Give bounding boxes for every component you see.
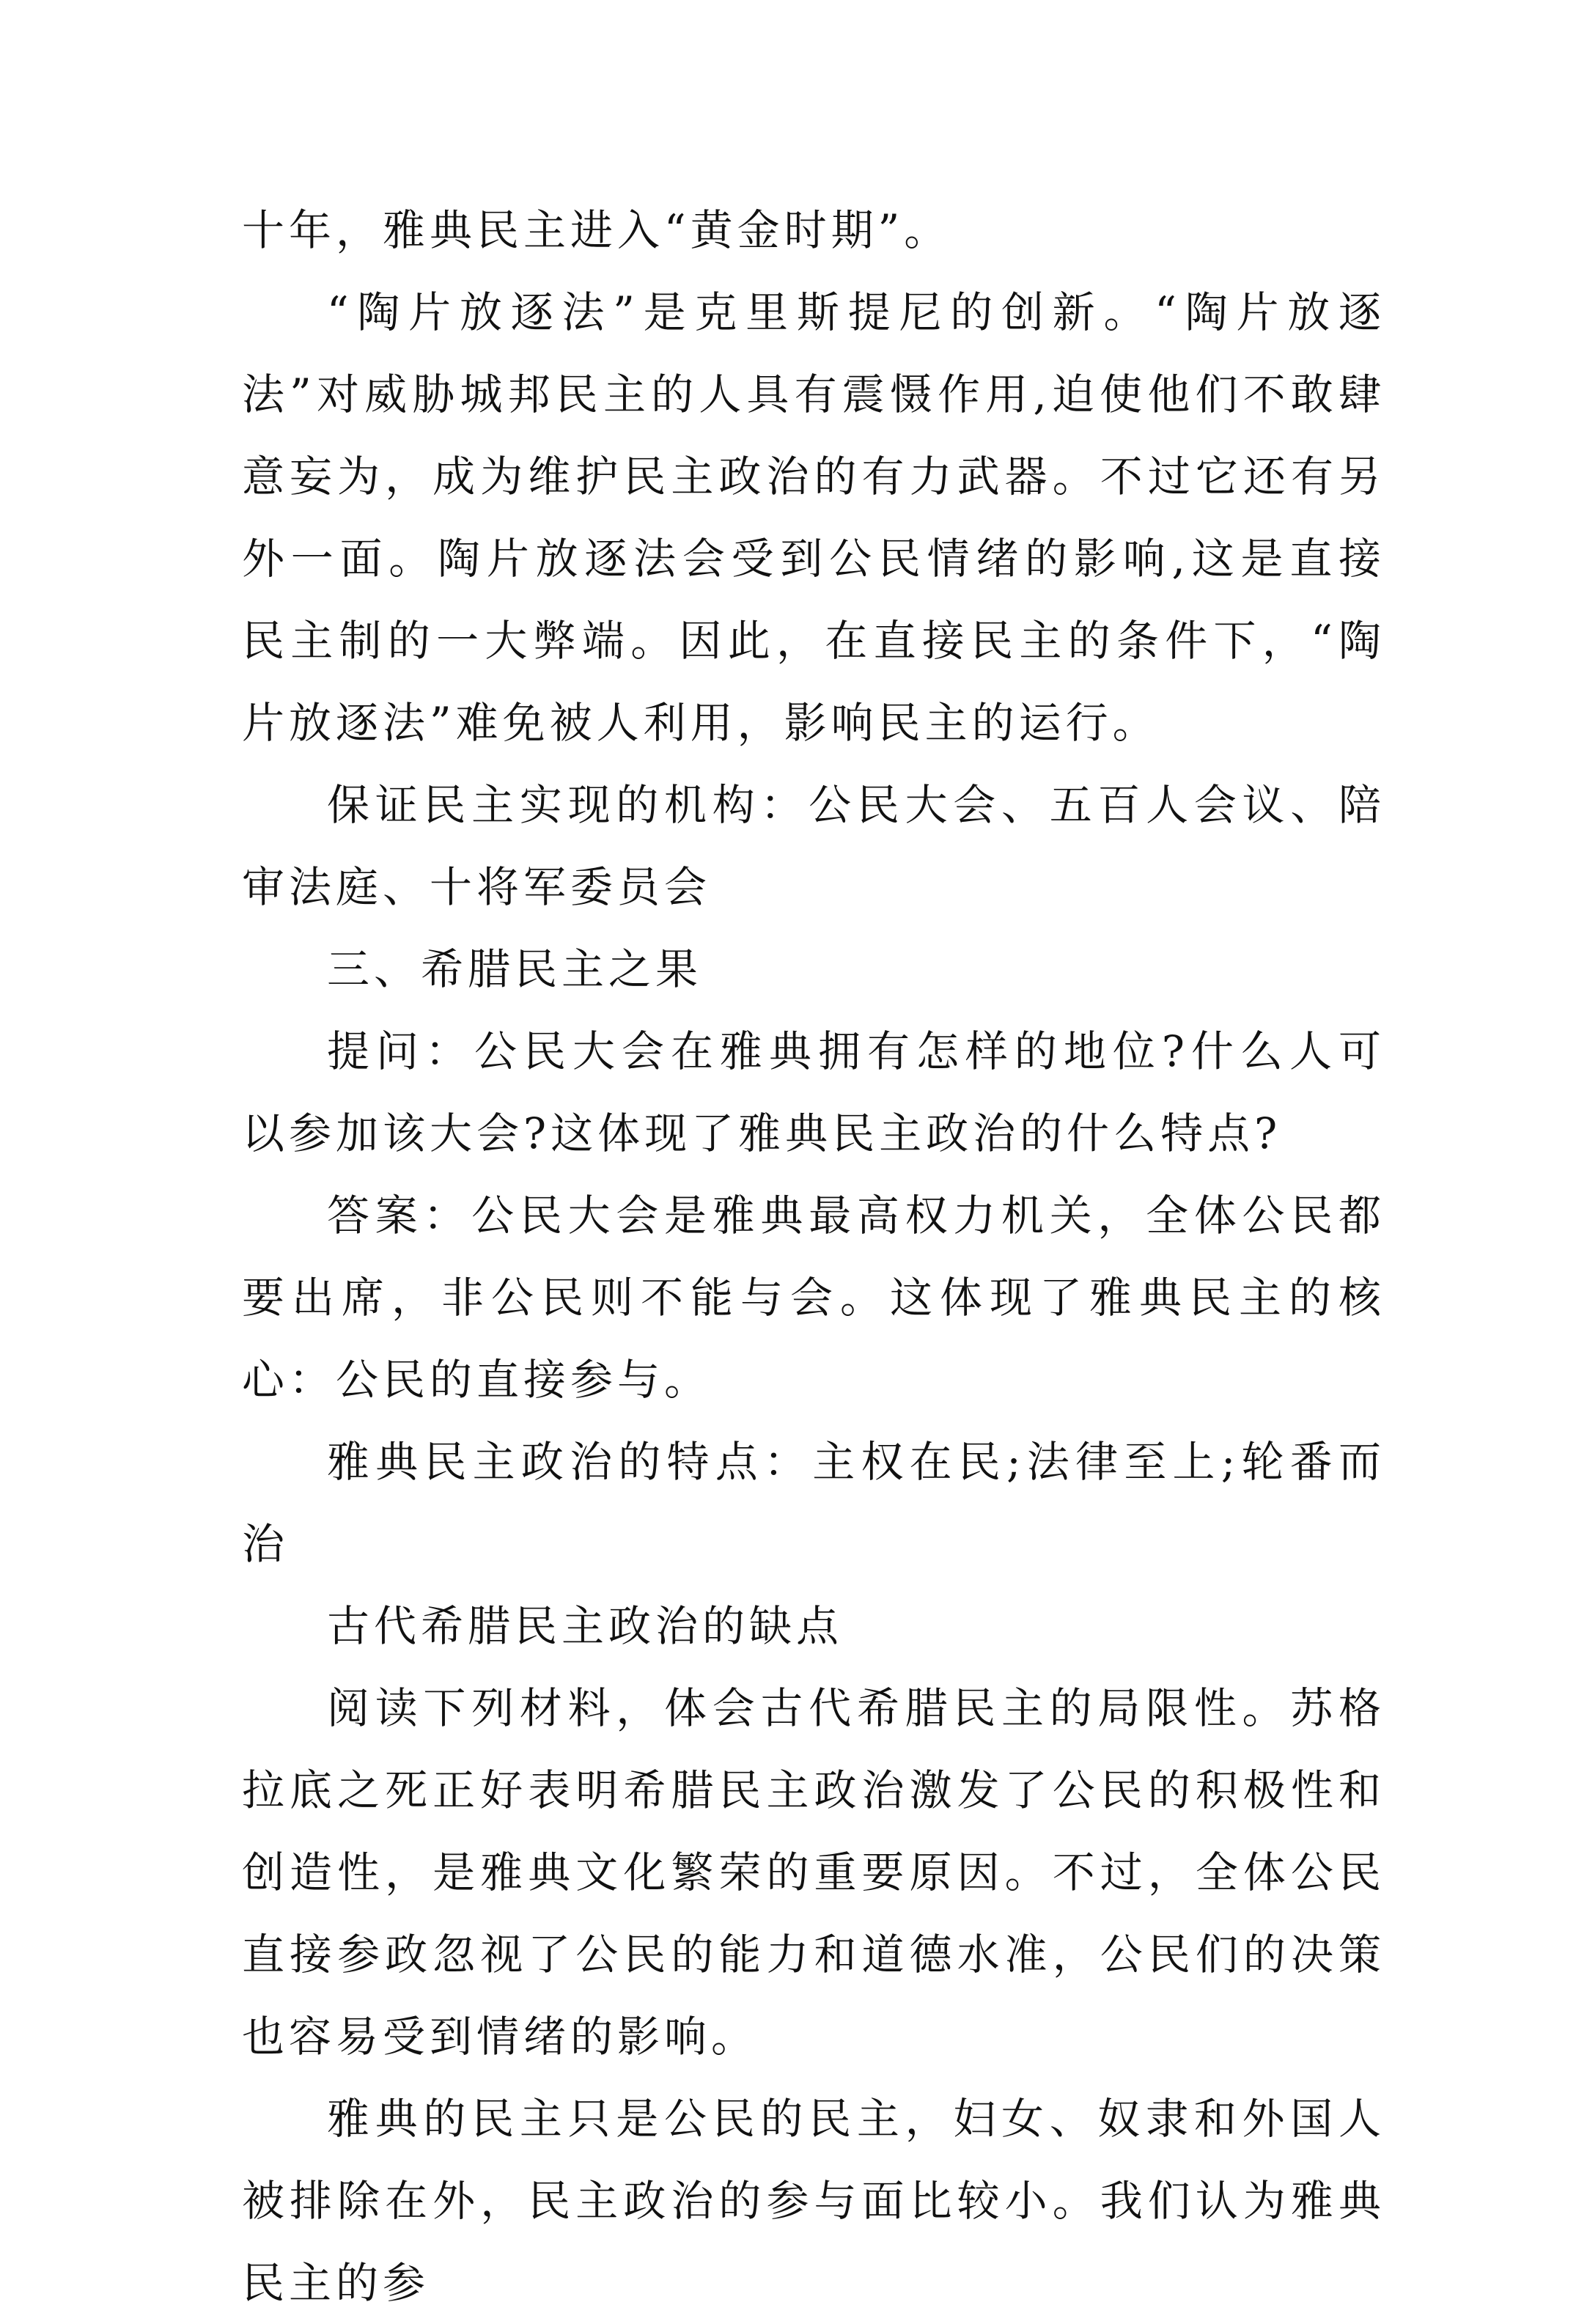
paragraph-characteristics: 雅典民主政治的特点：主权在民;法律至上;轮番而治 [242,1437,1385,1569]
paragraph-shortcomings-title: 古代希腊民主政治的缺点 [327,1601,844,1651]
paragraph-intro-continuation: 十年，雅典民主进入“黄金时期”。 [242,205,951,255]
paragraph-reading-material: 阅读下列材料，体会古代希腊民主的局限性。苏格拉底之死正好表明希腊民主政治激发了公民的积极性和创造性，是雅典文化繁荣的重要原因。不过，全体公民直接参政忽视了公民的能力和道德水准，公民们的决策也容易受到情绪的影响。 [242,1683,1385,2062]
section-heading-fruits: 三、希腊民主之果 [327,944,703,994]
paragraph-answer: 答案：公民大会是雅典最高权力机关，全体公民都要出席，非公民则不能与会。这体现了雅典民主的核心：公民的直接参与。 [242,1191,1385,1405]
document-body [242,189,1385,2324]
paragraph-question: 提问：公民大会在雅典拥有怎样的地位?什么人可以参加该大会?这体现了雅典民主政治的什么特点? [242,1026,1385,1158]
paragraph-ostracism: “陶片放逐法”是克里斯提尼的创新。“陶片放逐法”对威胁城邦民主的人具有震慑作用,迫使他们不敢肆意妄为，成为维护民主政治的有力武器。不过它还有另外一面。陶片放逐法会受到公民情绪的影响,这是直接民主制的一大弊端。因此，在直接民主的条件下，“陶片放逐法”难免被人利用，影响民主的运行。 [242,287,1385,748]
paragraph-limitations: 雅典的民主只是公民的民主，妇女、奴隶和外国人被排除在外，民主政治的参与面比较小。我们认为雅典民主的参 [242,2094,1385,2308]
paragraph-institutions: 保证民主实现的机构：公民大会、五百人会议、陪审法庭、十将军委员会 [242,780,1385,912]
